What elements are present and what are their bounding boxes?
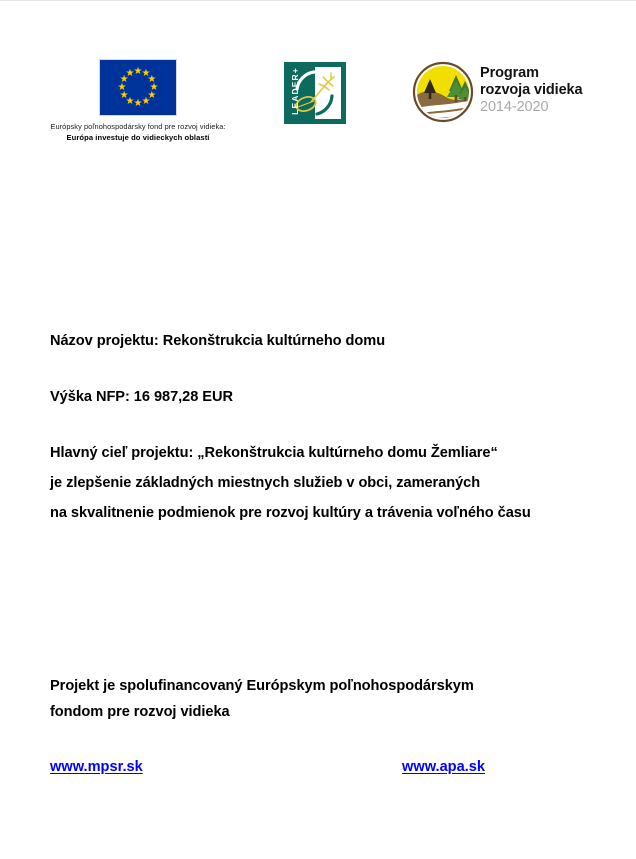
objective-line-2: je zlepšenie základných miestnych služieb v obci, zameraných — [50, 475, 481, 491]
eu-caption-line1: Európsky poľnohospodársky fond pre rozvoj vidieka: — [50, 122, 226, 131]
prv-title-block — [480, 65, 612, 116]
eu-star-icon: ★ — [133, 98, 143, 109]
leader-wordmark: LEADER+ — [290, 67, 300, 115]
eu-star-icon: ★ — [125, 68, 135, 80]
objective-line-1: Hlavný cieľ projektu: „Rekonštrukcia kultúrneho domu Žemliare“ — [50, 445, 498, 461]
eu-caption-line2: Európa investuje do vidieckych oblastí — [66, 133, 210, 142]
link-mpsr[interactable]: www.mpsr.sk — [50, 759, 143, 775]
spacer-1 — [50, 351, 625, 387]
spacer-2 — [50, 407, 625, 443]
header-logo-band — [0, 51, 636, 156]
eu-star-icon: ★ — [125, 95, 135, 107]
eu-star-icon: ★ — [147, 74, 157, 85]
eu-star-icon: ★ — [141, 95, 151, 107]
leader-plus-logo-icon — [284, 62, 346, 124]
eu-star-icon: ★ — [119, 74, 129, 85]
eu-star-icon: ★ — [149, 82, 159, 93]
program-rozvoja-vidieka-logo-icon — [412, 57, 612, 127]
eu-star-icon: ★ — [119, 90, 129, 101]
financing-line-1: Projekt je spolufinancovaný Európskym poľnohospodárskym — [50, 678, 474, 694]
eu-star-icon: ★ — [141, 68, 151, 80]
objective-line-3: na skvalitnenie podmienok pre rozvoj kultúry a trávenia voľného času — [50, 505, 531, 521]
objective-paragraph — [50, 443, 625, 523]
link-apa[interactable]: www.apa.sk — [402, 759, 486, 775]
financing-line-2: fondom pre rozvoj vidieka — [50, 704, 230, 720]
grant-amount-line: Výška NFP: 16 987,28 EUR — [50, 389, 233, 405]
eu-logo-block — [24, 59, 252, 143]
prv-period: 2014-2020 — [480, 99, 549, 115]
eu-flag-icon — [99, 59, 177, 116]
main-content — [50, 331, 625, 523]
financing-statement — [50, 676, 625, 728]
footer-links — [50, 759, 625, 781]
eu-star-icon: ★ — [117, 82, 127, 93]
prv-title-line2: rozvoja vidieka — [480, 82, 583, 98]
prv-title-line1: Program — [480, 65, 539, 81]
eu-star-icon: ★ — [147, 90, 157, 101]
project-name-line: Názov projektu: Rekonštrukcia kultúrneho domu — [50, 333, 386, 349]
eu-star-icon: ★ — [133, 66, 143, 77]
prv-emblem-icon — [412, 61, 474, 123]
